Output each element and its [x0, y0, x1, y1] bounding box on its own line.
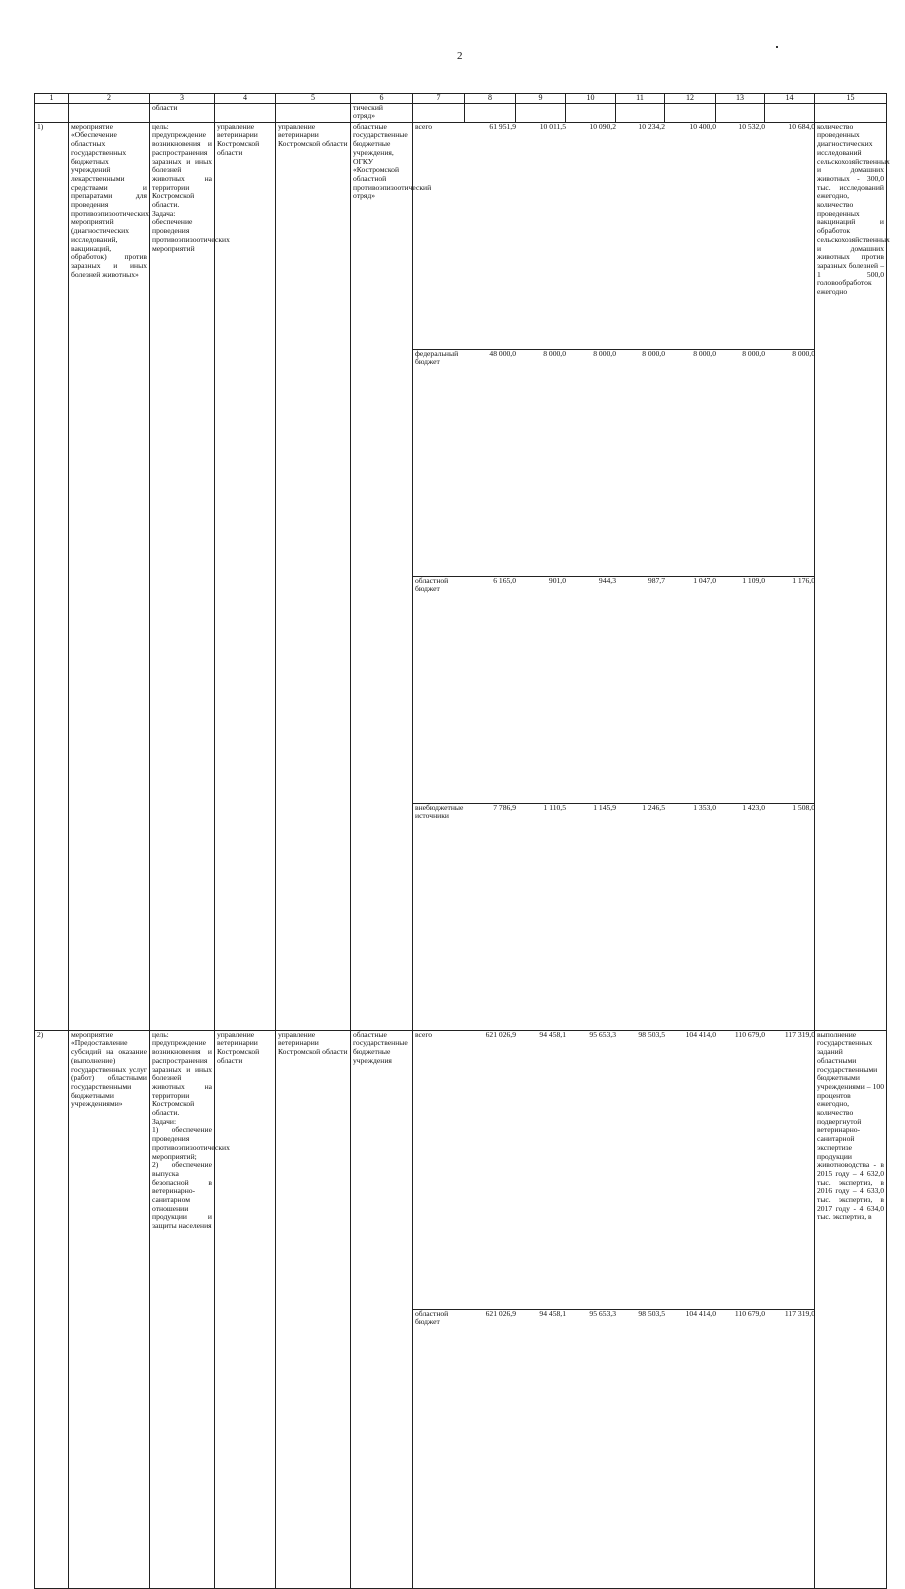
- funding-value: 1 110,5: [516, 803, 566, 1030]
- column-number-row: [35, 94, 887, 104]
- responsible-executor: управление ветеринарии Костромской области: [215, 1030, 276, 1588]
- funding-value: 48 000,0: [465, 349, 516, 576]
- participants: областные государственные бюджетные учреждения: [351, 1030, 413, 1588]
- col-header: 3: [150, 94, 215, 104]
- funding-value: 987,7: [616, 576, 665, 803]
- funding-value: 8 000,0: [665, 349, 716, 576]
- row-number: 2): [35, 1030, 69, 1588]
- funding-value: 8 000,0: [765, 349, 815, 576]
- funding-value: 1 145,9: [566, 803, 616, 1030]
- event-name: мероприятие «Обеспечение областных государственных бюджетных учреждений лекарственными средствами и препаратами для проведения противоэпизоотических мероприятий (диагностических исследований, вакцинаций, обработок) против заразных и иных болезней животных»: [69, 122, 150, 1030]
- goal-text: цель: предупреждение возникновения и распространения заразных и иных болезней животных на территории Костромской области. Задачи: 1) обеспечение проведения противоэпизоотических мероприятий; 2) обеспечение выпуска безопасной в ветеринарно-санитарном отношении продукции и защиты населения: [150, 1030, 215, 1588]
- funding-value: 901,0: [516, 576, 566, 803]
- funding-source: всего: [415, 121, 433, 131]
- funding-value: 8 000,0: [566, 349, 616, 576]
- funding-row: [413, 123, 815, 350]
- funding-row: [413, 576, 815, 803]
- goal-text: цель: предупреждение возникновения и распространения заразных и иных болезней животных на территории Костромской области. Задача: обеспечение проведения противоэпизоотических мероприятий: [150, 122, 215, 1030]
- continued-goal-text: области: [150, 103, 215, 122]
- funding-value: 10 684,0: [788, 121, 815, 131]
- funding-value: 104 414,0: [685, 1029, 716, 1039]
- col-header: 10: [566, 94, 616, 104]
- funding-value: 8 000,0: [516, 349, 566, 576]
- funding-value: 8 000,0: [716, 349, 765, 576]
- funding-value: 10 400,0: [689, 121, 716, 131]
- program-table: [34, 93, 890, 1589]
- funding-value: 110 679,0: [734, 1029, 765, 1039]
- funding-source: областной бюджет: [413, 1309, 465, 1588]
- funding-value: 6 165,0: [465, 576, 516, 803]
- funding-value: 95 653,3: [589, 1029, 616, 1039]
- funding-source: федеральный бюджет: [413, 349, 465, 576]
- responsible-executor: управление ветеринарии Костромской области: [215, 122, 276, 1030]
- funding-value: 95 653,3: [566, 1309, 616, 1588]
- expected-result: количество проведенных диагностических исследований сельскохозяйственных и домашних животных - 300,0 тыс. исследований ежегодно, количество проведенных вакцинаций и обработок сельскохозяйственных и домашних животных против заразных болезней – 1 500,0 головообработок ежегодно: [815, 122, 887, 1030]
- funding-value: 117 319,0: [784, 1029, 815, 1039]
- funding-value: 1 109,0: [716, 576, 765, 803]
- funding-value: 1 047,0: [665, 576, 716, 803]
- table-row: [35, 1030, 887, 1588]
- event-name: мероприятие «Предоставление субсидий на оказание (выполнение) государственных услуг (работ) областными государственными бюджетными учреждениями»: [69, 1030, 150, 1588]
- col-header: 1: [35, 94, 69, 104]
- funding-value: 94 458,1: [516, 1309, 566, 1588]
- funding-value: 1 176,0: [765, 576, 815, 803]
- col-header: 13: [716, 94, 765, 104]
- funding-value: 8 000,0: [616, 349, 665, 576]
- funding-value: 621 026,9: [465, 1309, 516, 1588]
- funding-value: 10 011,5: [539, 121, 566, 131]
- col-header: 11: [616, 94, 665, 104]
- funding-value: 10 234,2: [638, 121, 665, 131]
- funding-table: [413, 123, 815, 1030]
- col-header: 12: [665, 94, 716, 104]
- funding-table: [413, 1031, 815, 1588]
- co-executor: управление ветеринарии Костромской области: [276, 1030, 351, 1588]
- funding-source: всего: [415, 1029, 433, 1039]
- funding-row: [413, 803, 815, 1030]
- participants: областные государственные бюджетные учреждения, ОГКУ «Костромской областной противоэпизоотический отряд»: [351, 122, 413, 1030]
- funding-value: 944,3: [566, 576, 616, 803]
- funding-value: 621 026,9: [485, 1029, 516, 1039]
- funding-value: 7 786,9: [465, 803, 516, 1030]
- funding-value: 1 353,0: [665, 803, 716, 1030]
- col-header: 5: [276, 94, 351, 104]
- funding-value: 98 503,5: [616, 1309, 665, 1588]
- funding-value: 98 503,5: [638, 1029, 665, 1039]
- stray-mark: [776, 46, 778, 48]
- funding-row: [413, 1031, 815, 1310]
- expected-result: выполнение государственных заданий областными государственными бюджетными учреждениями – 100 процентов ежегодно, количество подвергнутой ветеринарно-санитарной экспертизе продукции животноводства - в 2015 году – 4 632,0 тыс. экспертиз, в 2016 году – 4 633,0 тыс. экспертиз, в 2017 году - 4 634,0 тыс. экспертиз, в: [815, 1030, 887, 1588]
- funding-row: [413, 1309, 815, 1588]
- funding-block: [413, 1030, 815, 1588]
- funding-value: 10 532,0: [738, 121, 765, 131]
- funding-row: [413, 349, 815, 576]
- table-row: [35, 122, 887, 1030]
- funding-value: 94 458,1: [539, 1029, 566, 1039]
- funding-value: 10 090,2: [589, 121, 616, 131]
- co-executor: управление ветеринарии Костромской области: [276, 122, 351, 1030]
- funding-block: [413, 122, 815, 1030]
- funding-value: 1 246,5: [616, 803, 665, 1030]
- col-header: 15: [815, 94, 887, 104]
- funding-value: 61 951,9: [489, 121, 516, 131]
- funding-source: областной бюджет: [413, 576, 465, 803]
- col-header: 14: [765, 94, 815, 104]
- funding-source: внебюджетные источники: [413, 803, 465, 1030]
- funding-value: 110 679,0: [716, 1309, 765, 1588]
- continued-participants-text: тический отряд»: [351, 103, 413, 122]
- continuation-row: [35, 103, 887, 122]
- col-header: 8: [465, 94, 516, 104]
- col-header: 6: [351, 94, 413, 104]
- col-header: 2: [69, 94, 150, 104]
- page-number: 2: [457, 50, 463, 62]
- col-header: 9: [516, 94, 566, 104]
- row-number: 1): [35, 122, 69, 1030]
- col-header: 4: [215, 94, 276, 104]
- col-header: 7: [413, 94, 465, 104]
- funding-value: 104 414,0: [665, 1309, 716, 1588]
- funding-value: 117 319,0: [765, 1309, 815, 1588]
- funding-value: 1 423,0: [716, 803, 765, 1030]
- funding-value: 1 508,0: [765, 803, 815, 1030]
